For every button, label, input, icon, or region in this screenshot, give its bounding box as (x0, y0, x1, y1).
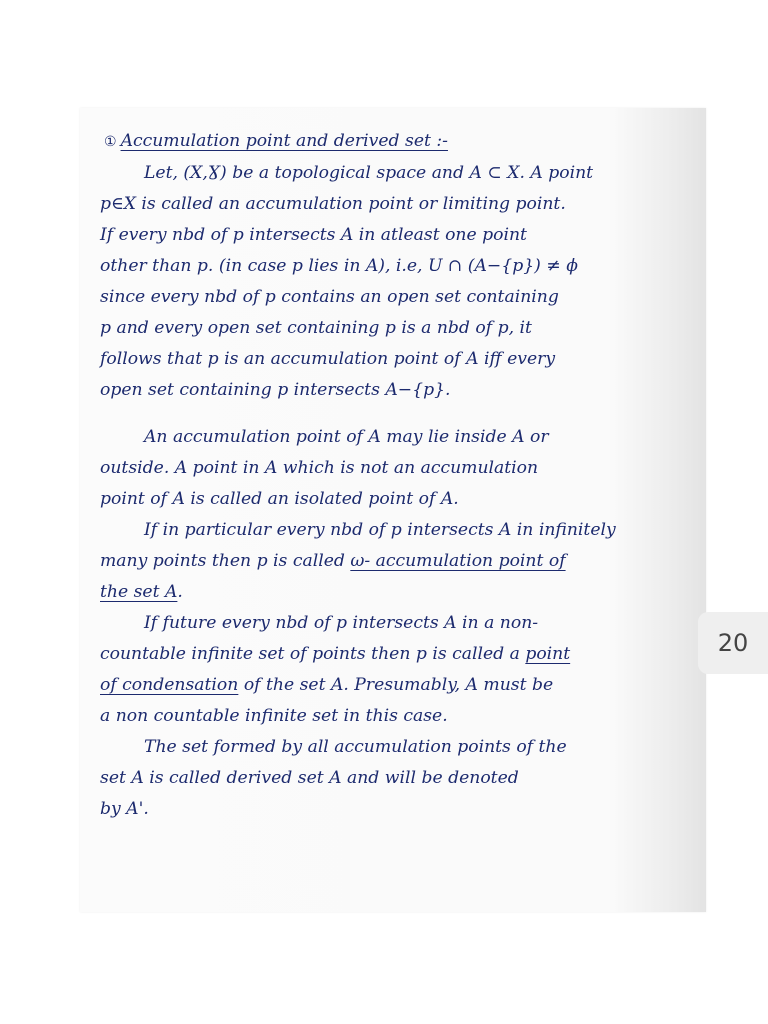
text-line: An accumulation point of A may lie inside A or (144, 427, 549, 447)
text-line: a non countable infinite set in this case. (100, 706, 448, 726)
notebook-page (80, 108, 706, 912)
text-line: outside. A point in A which is not an accumulation (100, 458, 539, 478)
text-line: open set containing p intersects A−{p}. (100, 380, 451, 400)
paragraph-definition (100, 158, 690, 406)
omega-accumulation-term-cont: the set A (100, 582, 178, 602)
handwritten-notes (100, 126, 690, 825)
text-line: p and every open set containing p is a nbd of p, it (100, 318, 532, 338)
heading-text: Accumulation point and derived set :- (120, 131, 448, 151)
heading-bullet: ① (104, 134, 117, 150)
text-line (100, 670, 690, 701)
text-line: Let, (X,Ɣ) be a topological space and A ⊂ X. A point (144, 163, 594, 183)
paragraph-condensation (100, 608, 690, 732)
text-line (100, 546, 690, 577)
text-line: point of A is called an isolated point of A. (100, 489, 459, 509)
text-line (100, 577, 690, 608)
paragraph-derived-set (100, 732, 690, 825)
page-number-badge (698, 612, 768, 674)
text-line: If future every nbd of p intersects A in a non- (144, 613, 539, 633)
text-line: set A is called derived set A and will be denoted (100, 768, 519, 788)
condensation-term: point (525, 644, 571, 664)
condensation-term-cont: of condensation (100, 675, 239, 695)
text-line: follows that p is an accumulation point of A iff every (100, 349, 556, 369)
text-line: other than p. (in case p lies in A), i.e, U ∩ (A−{p}) ≠ ϕ (100, 256, 578, 276)
text-line: by A'. (100, 799, 149, 819)
section-heading (104, 126, 690, 158)
text-fragment: countable infinite set of points then p is called a (100, 644, 526, 664)
text-line (100, 639, 690, 670)
text-fragment: . (177, 582, 183, 602)
text-line: since every nbd of p contains an open set containing (100, 287, 559, 307)
page-number: 20 (717, 629, 749, 657)
text-line: If in particular every nbd of p intersects A in infinitely (144, 520, 616, 540)
text-line: The set formed by all accumulation points of the (144, 737, 567, 757)
text-line: If every nbd of p intersects A in atleast one point (100, 225, 527, 245)
paragraph-isolated-point (100, 422, 690, 515)
text-fragment: of the set A. Presumably, A must be (238, 675, 554, 695)
text-line: p∈X is called an accumulation point or limiting point. (100, 194, 566, 214)
paragraph-omega-accumulation (100, 515, 690, 608)
omega-accumulation-term: ω- accumulation point of (350, 551, 566, 571)
paragraph-gap (100, 406, 690, 422)
text-fragment: many points then p is called (100, 551, 351, 571)
